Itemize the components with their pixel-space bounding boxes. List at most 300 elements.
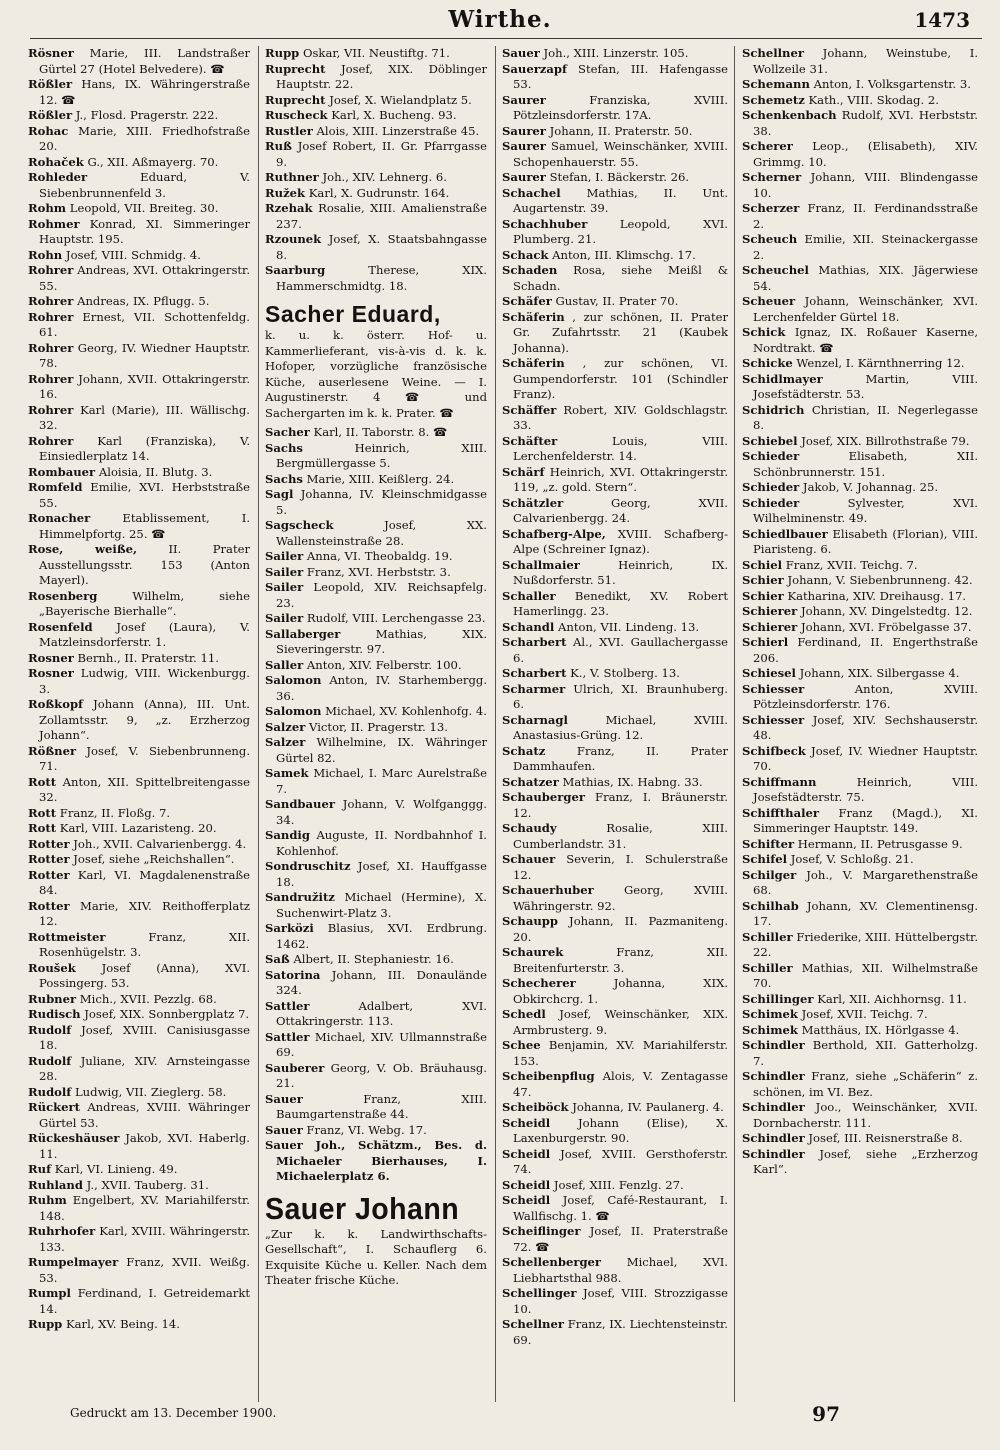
directory-entry	[742, 232, 978, 263]
directory-entry	[742, 806, 978, 837]
directory-entry	[265, 1061, 487, 1092]
entry-details: Alois, V. Zentagasse 47.	[513, 1069, 728, 1099]
entry-details: Josef, IV. Wiedner Hauptstr. 70.	[753, 743, 978, 773]
entry-name: Rudolf	[28, 1022, 72, 1037]
entry-details: Franz, II. Prater Dammhaufen.	[513, 743, 728, 773]
entry-name: Schack	[502, 247, 549, 262]
entry-name: Schieder	[742, 449, 800, 463]
entry-name: Schellinger	[502, 1286, 577, 1300]
entry-details: Rosalie, XIII. Amalienstraße 237.	[276, 201, 487, 231]
directory-entry	[502, 62, 728, 93]
directory-entry	[502, 1224, 728, 1255]
entry-details: Georg, V. Ob. Bräuhausg. 21.	[276, 1060, 487, 1090]
entry-details: Anton, XII. Spittelbreitengasse 32.	[39, 774, 250, 804]
entry-name: Schiller	[742, 929, 793, 944]
directory-entry	[742, 108, 978, 139]
entry-details: Oskar, VII. Neustiftg. 71.	[302, 46, 450, 60]
entry-details: Franz, XVII. Weißg. 53.	[39, 1255, 250, 1285]
entry-details: Heinrich, VIII. Josefstädterstr. 75.	[753, 774, 978, 804]
directory-entry	[742, 666, 978, 682]
entry-details: Franz, VI. Webg. 17.	[306, 1122, 427, 1137]
directory-entry	[502, 356, 728, 403]
entry-details: Josef, II. Praterstraße 72. ☎	[513, 1224, 728, 1254]
entry-details: Josef, XVIII. Gersthoferstr. 74.	[513, 1146, 728, 1176]
entry-details: Johann, Weinschänker, XVI. Lerchenfelder Gürtel 18.	[753, 294, 978, 324]
entry-name: Sauerzapf	[502, 61, 567, 76]
entry-details: Joh., XIV. Lehnerg. 6.	[322, 170, 447, 184]
directory-entry	[502, 434, 728, 465]
entry-details: Andreas, XVIII. Währinger Gürtel 53.	[39, 1100, 250, 1130]
entry-name: Schedl	[502, 1007, 546, 1021]
entry-name: Rosner	[28, 650, 74, 665]
entry-details: Heinrich, XVI. Ottakringerstr. 119, „z. gold. Stern“.	[513, 464, 728, 494]
column-3	[502, 46, 728, 1402]
directory-entry	[28, 651, 250, 667]
directory-entry	[28, 77, 250, 108]
entry-name: Schachhuber	[502, 216, 588, 231]
directory-entry	[502, 775, 728, 791]
entry-name: Ruthner	[265, 170, 319, 184]
entry-name: Rupp	[265, 46, 300, 60]
directory-entry	[28, 46, 250, 77]
entry-details: Johann, II. Praterstr. 50.	[549, 123, 693, 138]
directory-entry	[502, 217, 728, 248]
directory-entry	[28, 1054, 250, 1085]
entry-name: Scheiböck	[502, 1100, 569, 1114]
directory-entry	[28, 1131, 250, 1162]
entry-details: Leop., (Elisabeth), XIV. Grimmg. 10.	[753, 139, 978, 169]
entry-name: Saller	[265, 657, 304, 672]
directory-entry	[502, 294, 728, 310]
entry-name: Rohmer	[28, 216, 80, 231]
entry-details: Marie, XIV. Reithofferplatz 12.	[39, 898, 250, 928]
entry-details: Johann, V. Siebenbrunneng. 42.	[787, 573, 973, 587]
entry-name: Rosner	[28, 666, 74, 680]
entry-name: Schifbeck	[742, 743, 806, 758]
entry-name: Scheibenpflug	[502, 1069, 595, 1083]
entry-details: Josef Robert, II. Gr. Pfarrgasse 9.	[276, 139, 487, 169]
directory-entry	[265, 720, 487, 736]
entry-details: Juliane, XIV. Arnsteingasse 28.	[39, 1053, 250, 1083]
directory-entry	[742, 682, 978, 713]
column-1	[28, 46, 250, 1402]
entry-name: Schicke	[742, 356, 793, 370]
entry-name: Rotter	[28, 898, 70, 913]
entry-details: Michael (Hermine), X. Suchenwirt-Platz 3.	[276, 890, 487, 920]
entry-details: Johann, XV. Clementinensg. 17.	[753, 898, 978, 928]
directory-entry	[28, 170, 250, 201]
directory-entry	[265, 108, 487, 124]
directory-entry	[742, 1023, 978, 1039]
entry-name: Salzer	[265, 719, 306, 734]
entry-name: Rubner	[28, 991, 77, 1006]
entry-name: Rohrer	[28, 263, 74, 277]
entry-details: Franz, XVII. Teichg. 7.	[785, 557, 918, 572]
entry-name: Sailer	[265, 580, 304, 594]
directory-entry	[28, 930, 250, 961]
entry-details: Johann, VIII. Blindengasse 10.	[753, 170, 978, 200]
entry-name: Sattler	[265, 1029, 310, 1044]
entry-details: Jakob, V. Johannag. 25.	[802, 480, 939, 494]
directory-entry	[742, 294, 978, 325]
entry-name: Rohrer	[28, 309, 74, 324]
entry-name: Ronacher	[28, 511, 91, 525]
entry-name: Scheuchel	[742, 263, 809, 277]
entry-name: Rosenfeld	[28, 619, 93, 634]
directory-entry	[742, 527, 978, 558]
entry-name: Sallaberger	[265, 626, 341, 641]
entry-name: Schäferin	[502, 309, 565, 324]
entry-name: Rott	[28, 821, 57, 835]
entry-name: Sauer	[265, 1091, 303, 1106]
entry-name: Schierer	[742, 604, 798, 618]
entry-name: Sauer	[502, 46, 540, 60]
directory-entry	[265, 735, 487, 766]
entry-details: Georg, XVIII. Währingerstr. 92.	[513, 883, 728, 913]
entry-name: Schaller	[502, 588, 556, 603]
entry-name: Saurer	[502, 123, 546, 138]
entry-details: Anna, VI. Theobaldg. 19.	[306, 549, 453, 563]
entry-name: Schaupp	[502, 914, 559, 928]
directory-entry	[265, 999, 487, 1030]
directory-entry	[502, 527, 728, 558]
entry-details: Ulrich, XI. Braunhuberg. 6.	[513, 681, 728, 711]
entry-name: Sauer Joh., Schätzm., Bes. d. Michaeler Bierhauses, I. Michaelerplatz 6.	[265, 1138, 487, 1183]
entry-name: Rudisch	[28, 1007, 81, 1021]
entry-name: Rohn	[28, 247, 63, 262]
directory-entry	[28, 1317, 250, 1333]
entry-details: Leopold, VII. Breiteg. 30.	[69, 201, 219, 215]
entry-details: Franz, XII. Breitenfurterstr. 3.	[513, 945, 728, 975]
entry-details: Karl, X. Gudrunstr. 164.	[308, 185, 450, 200]
entry-name: Schilhab	[742, 898, 799, 913]
directory-entry	[265, 124, 487, 140]
directory-entry	[28, 511, 250, 542]
entry-details: Josef, X. Staatsbahngasse 8.	[276, 232, 487, 262]
directory-entry	[742, 449, 978, 480]
entry-name: Ruprecht	[265, 61, 326, 76]
entry-details: G., XII. Aßmayerg. 70.	[87, 154, 219, 169]
directory-entry	[502, 558, 728, 589]
entry-details: Ignaz, IX. Roßauer Kaserne, Nordtrakt. ☎	[753, 325, 978, 355]
column-divider	[258, 46, 259, 1402]
entry-name: Sagscheck	[265, 518, 334, 532]
entry-details: Franz, XIII. Baumgartenstraße 44.	[276, 1091, 487, 1121]
entry-name: Saurer	[502, 139, 546, 153]
column-divider	[734, 46, 735, 1402]
entry-details: Elisabeth, XII. Schönbrunnerstr. 151.	[753, 449, 978, 479]
directory-entry	[28, 403, 250, 434]
entry-name: Schatz	[502, 743, 546, 758]
entry-details: Michael, I. Marc Aurelstraße 7.	[276, 766, 487, 796]
entry-name: Scharnagl	[502, 712, 568, 727]
directory-entry	[265, 968, 487, 999]
entry-details: Etablissement, I. Himmelpfortg. 25. ☎	[39, 511, 250, 541]
entry-details: Bernh., II. Praterstr. 11.	[77, 650, 219, 665]
entry-details: Michael, XVIII. Anastasius-Grüng. 12.	[513, 712, 728, 742]
entry-name: Rohrer	[28, 294, 74, 308]
directory-entry	[502, 1147, 728, 1178]
entry-name: Schachel	[502, 185, 561, 200]
directory-entry	[502, 1007, 728, 1038]
entry-name: Schimek	[742, 1007, 798, 1021]
entry-name: Roßkopf	[28, 697, 84, 711]
directory-entry	[28, 697, 250, 744]
directory-entry	[502, 170, 728, 186]
entry-details: Karl, VI. Magdalenenstraße 84.	[39, 867, 250, 897]
entry-details: Eduard, V. Siebenbrunnenfeld 3.	[39, 170, 250, 200]
advertisement-text: k. u. k. österr. Hof- u. Kammerlieferant, vis-à-vis d. k. k. Hofoper, vorzügliche französische Küche, auserlesene Weine. — I. Augustinerstr. 4 ☎ und Sachergarten im k. k. Prater. ☎	[265, 328, 487, 420]
directory-entry	[502, 1255, 728, 1286]
directory-entry	[265, 1138, 487, 1185]
directory-entry	[265, 859, 487, 890]
entry-name: Schindler	[742, 1100, 805, 1114]
entry-name: Samek	[265, 766, 309, 780]
entry-name: Salomon	[265, 704, 322, 718]
entry-details: J., XVII. Tauberg. 31.	[86, 1177, 209, 1192]
directory-entry	[265, 1092, 487, 1123]
entry-name: Sacher	[265, 425, 310, 439]
directory-entry	[28, 961, 250, 992]
directory-entry	[28, 434, 250, 465]
entry-details: Josef, XI. Hauffgasse 18.	[276, 859, 487, 889]
entry-name: Schee	[502, 1038, 541, 1052]
directory-entry	[742, 930, 978, 961]
entry-name: Schindler	[742, 1146, 805, 1161]
directory-entry	[502, 1286, 728, 1317]
entry-name: Rudolf	[28, 1084, 72, 1099]
entry-details: Rosa, siehe Meißl & Schadn.	[513, 263, 728, 293]
column-4	[742, 46, 978, 1402]
directory-entry	[265, 890, 487, 921]
entry-details: Karl, XII. Aichhornsg. 11.	[817, 991, 967, 1006]
entry-details: Emilie, XII. Steinackergasse 2.	[753, 232, 978, 262]
entry-name: Rohrer	[28, 340, 74, 355]
directory-entry	[502, 496, 728, 527]
entry-details: Ludwig, VII. Zieglerg. 58.	[74, 1084, 227, 1099]
directory-entry	[265, 186, 487, 202]
entry-name: Rose, weiße,	[28, 542, 138, 556]
directory-entry	[742, 372, 978, 403]
directory-entry	[502, 139, 728, 170]
entry-name: Scheuch	[742, 232, 798, 246]
directory-entry	[28, 201, 250, 217]
entry-details: Engelbert, XV. Mariahilferstr. 148.	[39, 1193, 250, 1223]
entry-name: Schäfer	[502, 294, 552, 308]
entry-details: , zur schönen, VI. Gumpendorferstr. 101 (Schindler Franz).	[513, 356, 728, 401]
directory-entry	[28, 1193, 250, 1224]
entry-name: Salzer	[265, 735, 306, 749]
entry-details: Marie, XIII. Friedhofstraße 20.	[39, 123, 250, 153]
directory-entry	[502, 310, 728, 357]
entry-details: Marie, III. Landstraßer Gürtel 27 (Hotel Belvedere). ☎	[39, 46, 250, 76]
entry-details: Franz, II. Ferdinandsstraße 2.	[753, 201, 978, 231]
entry-name: Romfeld	[28, 480, 83, 494]
directory-entry	[265, 828, 487, 859]
entry-details: Karl, X. Bucheng. 93.	[331, 108, 457, 122]
directory-entry	[265, 673, 487, 704]
entry-name: Rösner	[28, 46, 74, 60]
entry-name: Rohrer	[28, 433, 74, 448]
directory-entry	[742, 480, 978, 496]
entry-details: Elisabeth (Florian), VIII. Piaristeng. 6.	[753, 526, 978, 556]
directory-entry	[502, 1317, 728, 1348]
entry-details: Stefan, III. Hafengasse 53.	[513, 61, 728, 91]
entry-details: Sylvester, XVI. Wilhelminenstr. 49.	[753, 495, 978, 525]
entry-details: Josef, X. Wielandplatz 5.	[329, 92, 472, 107]
page-number: 1473	[914, 8, 970, 32]
directory-entry	[742, 558, 978, 574]
entry-details: Georg, XVII. Calvarienbergg. 24.	[513, 495, 728, 525]
entry-name: Rößler	[28, 77, 73, 91]
entry-name: Schauerhuber	[502, 883, 594, 897]
entry-name: Rudolf	[28, 1053, 72, 1068]
entry-name: Schellner	[742, 46, 804, 60]
entry-details: Johann, Weinstube, I. Wollzeile 31.	[753, 46, 978, 76]
directory-entry	[502, 713, 728, 744]
entry-name: Scheidl	[502, 1115, 551, 1130]
entry-name: Schäfter	[502, 433, 558, 448]
entry-details: Johanna, XIX. Obkirchcrg. 1.	[513, 976, 728, 1006]
entry-name: Rückeshäuser	[28, 1131, 120, 1145]
directory-entry	[742, 961, 978, 992]
entry-details: J., Flosd. Pragerstr. 222.	[75, 108, 219, 122]
entry-name: Rohrer	[28, 402, 74, 417]
directory-entry	[28, 868, 250, 899]
entry-details: Rudolf, XVI. Herbststr. 38.	[753, 108, 978, 138]
entry-details: Johanna, IV. Paulanerg. 4.	[572, 1100, 724, 1114]
entry-name: Ruf	[28, 1162, 52, 1176]
entry-details: Heinrich, IX. Nußdorferstr. 51.	[513, 557, 728, 587]
advertisement-name: Sacher Eduard,	[265, 301, 441, 327]
entry-details: Severin, I. Schulerstraße 12.	[513, 852, 728, 882]
directory-entry	[742, 1100, 978, 1131]
entry-details: Johann, XV. Dingelstedtg. 12.	[800, 604, 973, 618]
entry-details: Joh., V. Margarethenstraße 68.	[753, 867, 978, 897]
directory-entry	[502, 93, 728, 124]
entry-details: Gustav, II. Prater 70.	[555, 294, 679, 308]
directory-entry	[502, 883, 728, 914]
directory-entry	[28, 992, 250, 1008]
directory-entry	[265, 441, 487, 472]
entry-name: Rohleder	[28, 170, 88, 184]
entry-name: Sarközi	[265, 921, 314, 935]
entry-name: Saarburg	[265, 263, 326, 277]
entry-name: Schier	[742, 588, 784, 603]
entry-details: K., V. Stolberg. 13.	[570, 666, 680, 680]
entry-details: XVIII. Schafberg-Alpe (Schreiner Ignaz).	[513, 526, 728, 556]
entry-name: Schilger	[742, 867, 797, 882]
entry-details: Martin, VIII. Josefstädterstr. 53.	[753, 371, 978, 401]
directory-entry	[742, 170, 978, 201]
entry-details: Franz, I. Bräunerstr. 12.	[513, 790, 728, 820]
entry-name: Schifter	[742, 836, 795, 851]
entry-name: Ruhland	[28, 1177, 83, 1192]
entry-details: Franz, IX. Liechtensteinstr. 69.	[513, 1317, 728, 1347]
entry-name: Schärf	[502, 464, 545, 479]
entry-name: Scharbert	[502, 666, 567, 680]
directory-columns	[28, 46, 978, 1402]
entry-details: Josef, V. Schloßg. 21.	[790, 852, 914, 866]
entry-name: Rumpelmayer	[28, 1255, 119, 1269]
entry-name: Sauberer	[265, 1060, 325, 1075]
entry-details: Anton, IV. Starhembergg. 36.	[276, 673, 487, 703]
entry-name: Schindler	[742, 1131, 805, 1145]
entry-details: Franziska, XVIII. Pötzleinsdorferstr. 17A.	[513, 92, 728, 122]
entry-details: Ernest, VII. Schottenfeldg. 61.	[39, 309, 250, 339]
entry-details: Franz, XII. Rosenhügelstr. 3.	[39, 929, 250, 959]
sheet-number: 97	[812, 1402, 840, 1426]
entry-details: Joh., XIII. Linzerstr. 105.	[543, 46, 689, 60]
entry-details: Mathias, IX. Habng. 33.	[562, 774, 703, 789]
directory-entry	[28, 542, 250, 589]
entry-name: Ruprecht	[265, 92, 326, 107]
directory-entry	[502, 589, 728, 620]
entry-name: Schiffthaler	[742, 805, 819, 820]
directory-entry	[742, 77, 978, 93]
entry-name: Schaden	[502, 263, 558, 277]
directory-entry	[265, 921, 487, 952]
entry-details: Johann, II. Pazmaniteng. 20.	[513, 914, 728, 944]
entry-name: Schillinger	[742, 991, 814, 1006]
entry-details: Michael, XVI. Liebhartsthal 988.	[513, 1255, 728, 1285]
entry-name: Schandl	[502, 619, 555, 634]
entry-name: Schenkenbach	[742, 108, 837, 122]
directory-entry	[265, 46, 487, 62]
entry-name: Saurer	[502, 92, 546, 107]
entry-name: Sailer	[265, 564, 304, 579]
directory-entry	[502, 790, 728, 821]
directory-entry	[502, 744, 728, 775]
directory-entry	[742, 635, 978, 666]
directory-entry	[742, 1007, 978, 1023]
directory-entry	[742, 46, 978, 77]
entry-details: Johann, XVI. Fröbelgasse 37.	[800, 619, 972, 634]
directory-entry	[742, 713, 978, 744]
entry-details: Josef, XIV. Sechshauserstr. 48.	[753, 712, 978, 742]
entry-name: Schellner	[502, 1317, 564, 1331]
entry-name: Sondruschitz	[265, 859, 351, 873]
advertisement-text: „Zur k. k. Landwirthschafts-Gesellschaft“, I. Schauflerg 6. Exquisite Küche u. Keller. Nach dem Theater frische Küche.	[265, 1226, 487, 1287]
entry-details: Ludwig, VIII. Wickenburgg. 3.	[39, 666, 250, 696]
entry-name: Sattler	[265, 998, 310, 1013]
entry-details: Emilie, XVI. Herbststraße 55.	[39, 480, 250, 510]
directory-entry	[265, 1123, 487, 1139]
entry-name: Scharbert	[502, 635, 567, 649]
directory-entry	[265, 425, 487, 441]
directory-entry	[28, 1023, 250, 1054]
directory-entry	[742, 1131, 978, 1147]
entry-name: Rzounek	[265, 232, 322, 246]
directory-entry	[502, 1116, 728, 1147]
column-2	[265, 46, 487, 1402]
advertisement	[265, 1191, 487, 1289]
entry-details: Berthold, XII. Gatterholzg. 7.	[753, 1038, 978, 1068]
directory-entry	[28, 341, 250, 372]
directory-entry	[265, 170, 487, 186]
directory-entry	[742, 744, 978, 775]
advertisement-name: Sauer Johann	[265, 1190, 460, 1226]
entry-name: Schiesser	[742, 681, 805, 696]
directory-entry	[502, 1178, 728, 1194]
entry-details: Aloisia, II. Blutg. 3.	[98, 464, 213, 479]
directory-entry	[28, 263, 250, 294]
entry-name: Scheiflinger	[502, 1224, 581, 1238]
directory-entry	[742, 263, 978, 294]
entry-name: Schauberger	[502, 790, 585, 804]
entry-name: Sandružitz	[265, 890, 335, 904]
directory-entry	[742, 868, 978, 899]
